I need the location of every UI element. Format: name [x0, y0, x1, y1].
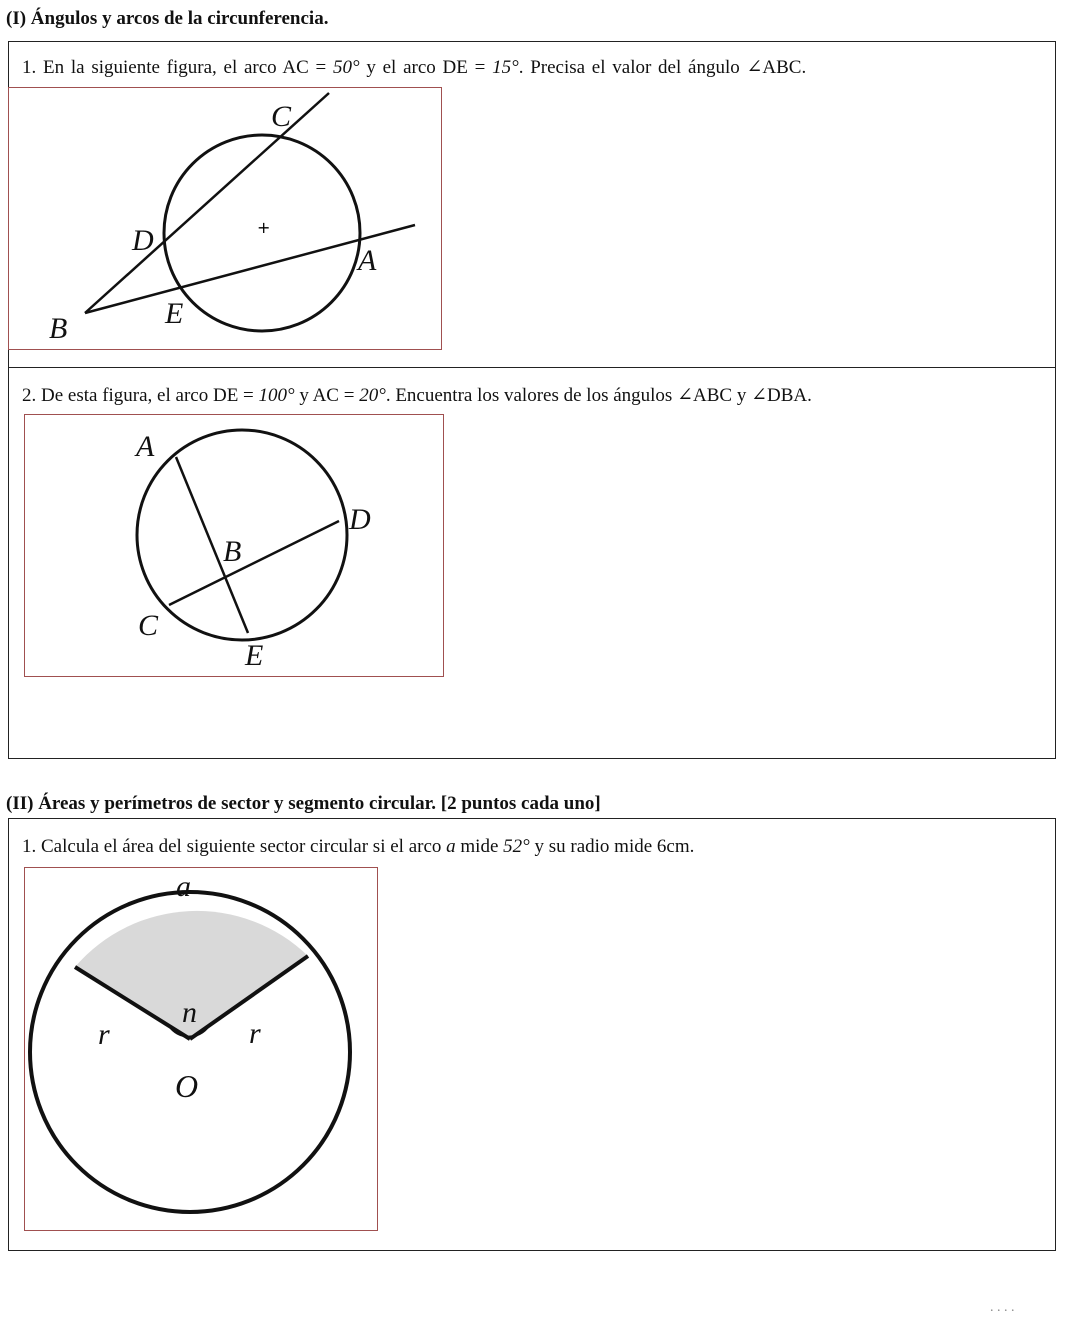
- q2-text-part: .: [807, 385, 812, 406]
- q2-text-part: . Encuentra los valores de los ángulos: [385, 385, 678, 406]
- q2-arc-ac: AC: [312, 385, 339, 406]
- q2-arc-ac-value: 20°: [359, 385, 386, 406]
- q3-arc-value: 52°: [503, 836, 530, 857]
- q1-equals: =: [467, 57, 493, 78]
- q2-figure: [24, 414, 444, 677]
- q3-text-part: 1. Calcula el área del siguiente sector circular si el arco: [22, 836, 447, 857]
- q2-angle-abc: ∠ABC: [677, 385, 733, 406]
- q2-equals: =: [338, 385, 360, 406]
- q2-arc-de-value: 100°: [258, 385, 295, 406]
- q2-equals: =: [238, 385, 259, 406]
- q2-label-c: C: [138, 609, 159, 642]
- q3-label-r-right: r: [249, 1017, 261, 1050]
- q2-diagram: [25, 415, 445, 678]
- q3-label-n: n: [182, 996, 197, 1029]
- q2-label-b: B: [223, 535, 242, 568]
- q3-text-part: y su radio mide 6cm.: [529, 836, 695, 857]
- q1-arc-de: DE: [442, 57, 468, 78]
- q2-label-e: E: [245, 639, 264, 672]
- q1-label-c: C: [271, 100, 292, 133]
- q1-text-part: . Precisa el valor del ángulo: [518, 57, 747, 78]
- section-1-title: (I) Ángulos y arcos de la circunferencia.: [6, 8, 329, 29]
- q3-text: [22, 836, 694, 858]
- q1-label-a: A: [358, 244, 377, 277]
- q1-text-part: 1. En la siguiente figura, el arco: [22, 57, 283, 78]
- q2-arc-de: DE: [212, 385, 239, 406]
- section-2-title: (II) Áreas y perímetros de sector y segmento circular. [2 puntos cada uno]: [6, 793, 601, 814]
- q2-text: [22, 384, 812, 407]
- q2-label-a: A: [136, 430, 155, 463]
- q1-diagram: [9, 88, 443, 351]
- q3-text-part: mide: [455, 836, 504, 857]
- q2-chord-cd: [169, 521, 339, 605]
- q1-text-part: .: [801, 57, 807, 78]
- q3-figure: [24, 867, 378, 1231]
- q3-arc-a: a: [446, 836, 456, 857]
- footer-marks: . . . .: [990, 1300, 1015, 1315]
- q3-label-o: O: [175, 1068, 199, 1104]
- q2-text-part: 2. De esta figura, el arco: [22, 385, 213, 406]
- q1-text: [22, 56, 806, 79]
- q1-equals: =: [308, 57, 334, 78]
- q2-circle: [137, 430, 347, 640]
- q2-text-part: y: [732, 385, 752, 406]
- q1-arc-ac: AC: [282, 57, 309, 78]
- q2-angle-dba: ∠DBA: [751, 385, 808, 406]
- q1-arc-de-value: 15°: [492, 57, 519, 78]
- q1-label-b: B: [49, 312, 68, 345]
- q1-figure: [8, 87, 442, 350]
- q1-label-d: D: [132, 224, 154, 257]
- q3-label-a: a: [176, 870, 191, 903]
- q1-label-e: E: [165, 297, 184, 330]
- q2-label-d: D: [349, 503, 371, 536]
- q1-arc-ac-value: 50°: [333, 57, 360, 78]
- q3-label-r-left: r: [98, 1018, 110, 1051]
- q1-q2-divider: [8, 367, 1056, 368]
- q1-angle-abc: ∠ABC: [746, 57, 802, 78]
- q3-diagram: [25, 868, 379, 1232]
- q2-text-part: y: [294, 385, 313, 406]
- q1-center-mark: +: [257, 218, 271, 237]
- q1-text-part: y el arco: [359, 57, 443, 78]
